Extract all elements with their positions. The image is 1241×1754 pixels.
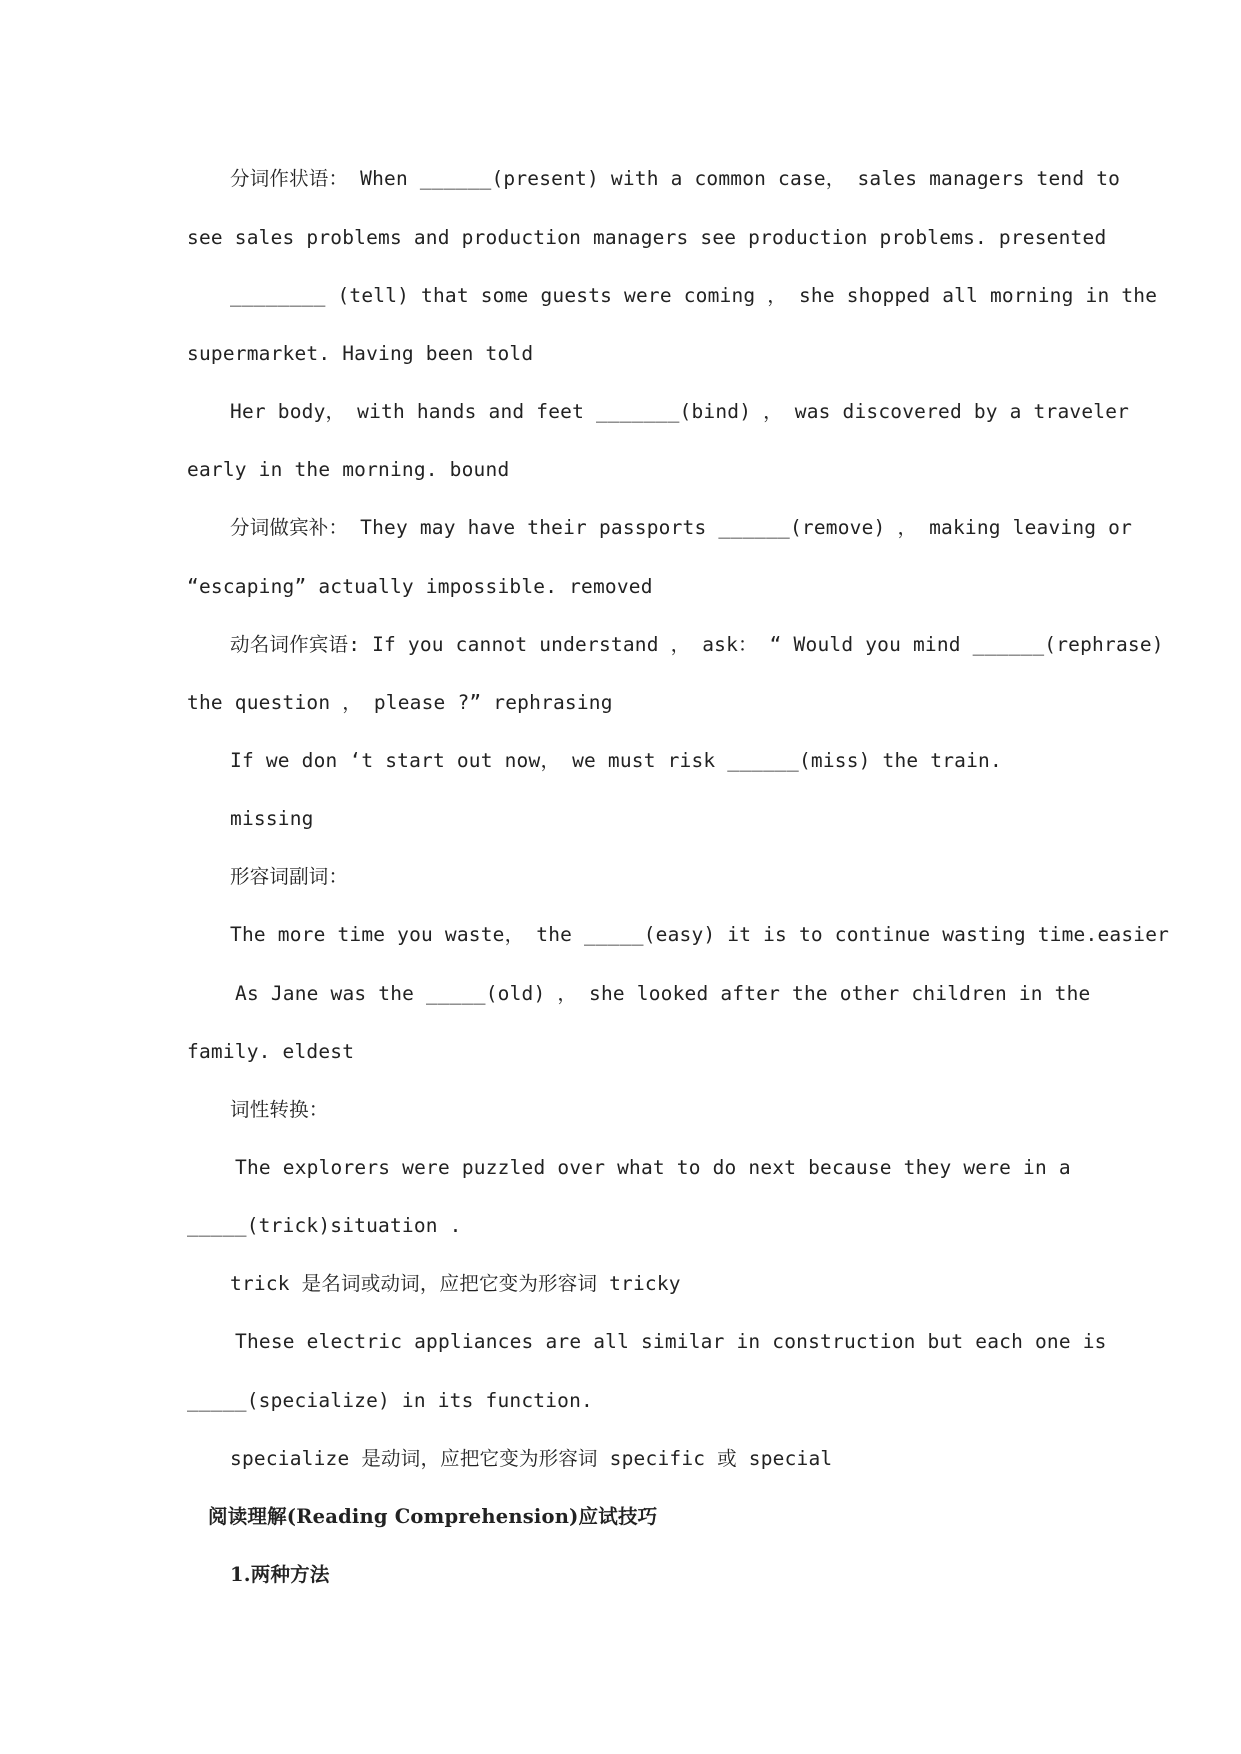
text-line: “escaping” actually impossible. removed — [187, 575, 653, 598]
text-line: 词性转换： — [230, 1098, 329, 1121]
text-line: ________ (tell) that some guests were coming ， she shopped all morning in the — [230, 284, 1158, 307]
text-line: supermarket. Having been told — [187, 342, 534, 365]
text-line: 分词作状语： When ______(present) with a common case， sales managers tend to — [230, 167, 1121, 190]
text-line: The more time you waste， the _____(easy) it is to continue wasting time.easier — [230, 923, 1170, 946]
text-line: As Jane was the _____(old) ， she looked after the other children in the — [235, 982, 1091, 1005]
text-line: 动名词作宾语: If you cannot understand ， ask： “ Would you mind ______(rephrase) — [230, 633, 1164, 656]
text-line: Her body， with hands and feet _______(bind) ， was discovered by a traveler — [230, 400, 1130, 423]
text-line: _____(specialize) in its function. — [187, 1389, 593, 1412]
text-line: trick 是名词或动词，应把它变为形容词 tricky — [230, 1272, 681, 1295]
text-line: The explorers were puzzled over what to do next because they were in a — [235, 1156, 1071, 1179]
section-heading: 阅读理解(Reading Comprehension)应试技巧 — [208, 1505, 658, 1528]
text-line: 形容词副词： — [230, 865, 349, 888]
text-line: specialize 是动词，应把它变为形容词 specific 或 special — [230, 1447, 833, 1470]
text-line: 分词做宾补： They may have their passports ______(remove) ， making leaving or — [230, 516, 1133, 539]
text-line: family. eldest — [187, 1040, 355, 1063]
text-line: missing — [230, 807, 314, 830]
text-line: These electric appliances are all similar in construction but each one is — [235, 1330, 1107, 1353]
subsection-heading: 1.两种方法 — [230, 1563, 330, 1586]
text-line: the question ， please ?” rephrasing — [187, 691, 613, 714]
text-line: If we don ‘t start out now， we must risk ______(miss) the train. — [230, 749, 1002, 772]
text-line: _____(trick)situation . — [187, 1214, 462, 1237]
text-line: see sales problems and production managers see production problems. presented — [187, 226, 1107, 249]
text-line: early in the morning. bound — [187, 458, 510, 481]
